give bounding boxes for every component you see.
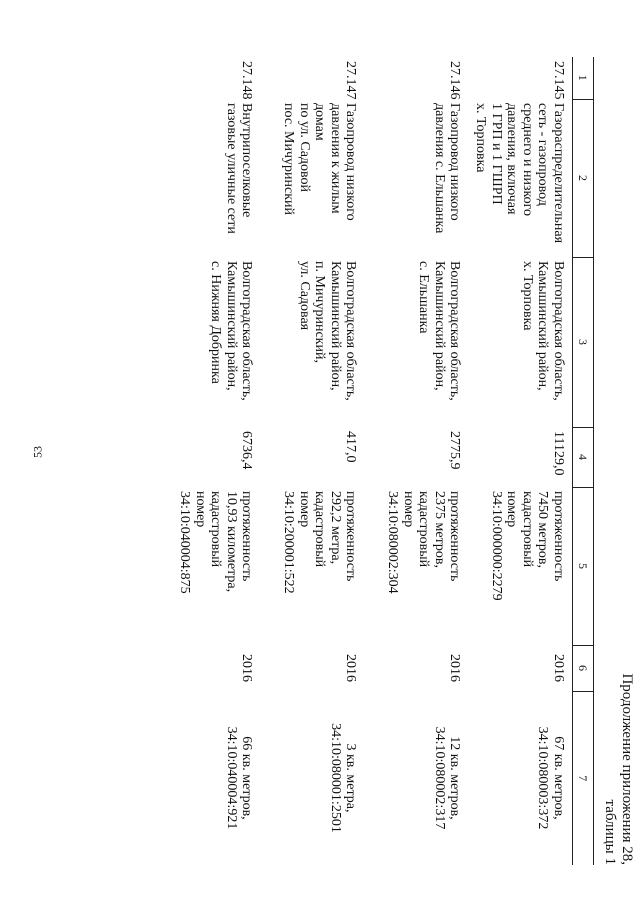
header-col-5: 5	[573, 487, 594, 645]
object-land: 67 кв. метров, 34:10:080003:372	[535, 726, 566, 830]
page-number: 53	[30, 446, 45, 458]
row-number: 27.145	[551, 61, 566, 100]
object-land: 3 кв. метра, 34:10:080001:2501	[328, 723, 359, 833]
header-col-2: 2	[573, 99, 594, 257]
object-name: Внутрипоселковые газовые уличные сети	[224, 103, 255, 234]
header-col-1: 1	[573, 57, 594, 99]
object-address: Волгоградская область, Камышинский район, с. Нижняя Добринка	[208, 261, 255, 401]
object-year: 2016	[343, 654, 359, 682]
object-address: Волгоградская область, Камышинский район, с. Ельшанка	[416, 261, 463, 401]
header-col-3: 3	[573, 257, 594, 427]
object-cost: 2775,9	[447, 431, 463, 470]
caption-line-1: Продолжение приложения 28,	[619, 673, 635, 865]
header-row	[573, 57, 594, 865]
object-cost: 6736,4	[239, 431, 255, 470]
object-year: 2016	[239, 654, 255, 682]
table-row	[365, 57, 469, 865]
header-col-4: 4	[573, 427, 594, 487]
object-cost: 417,0	[343, 431, 359, 463]
row-number: 27.147	[343, 61, 359, 100]
table-caption	[601, 673, 635, 865]
property-table	[151, 57, 595, 865]
row-number: 27.148	[239, 61, 255, 100]
object-specs: протяженность 10,93 километра, кадастровый номер 34:10:040004:875	[177, 491, 255, 594]
object-specs: протяженность 7450 метров, кадастровый номер 34:10:000000:2279	[489, 491, 566, 601]
object-name: Газораспределительная сеть - газопровод среднего и низкого давления, включая 1 ГРП и 1 ГШРП х. Торповка	[473, 103, 566, 244]
table-row	[261, 57, 365, 865]
object-cost: 11129,0	[551, 431, 566, 476]
object-specs: протяженность 292,2 метра, кадастровый номер 34:10:200001:522	[281, 491, 359, 594]
object-year: 2016	[551, 654, 566, 682]
object-name: Газопровод низкого давления к жилым домам по ул. Садовой пос. Мичуринский	[281, 103, 359, 221]
object-address: Волгоградская область, Камышинский район, х. Торповка	[520, 261, 566, 401]
caption-line-2: таблицы 1	[602, 799, 618, 865]
object-year: 2016	[447, 654, 463, 682]
object-address: Волгоградская область, Камышинский район, п. Мичуринский, ул. Садовая	[297, 261, 359, 401]
table-row	[151, 57, 261, 865]
object-specs: протяженность 2375 метров, кадастровый номер 34:10:080002:304	[385, 491, 463, 594]
row-number: 27.146	[447, 61, 463, 100]
object-name: Газопровод низкого давления с. Ельшанка	[432, 103, 463, 234]
table-row	[469, 57, 573, 865]
object-land: 66 кв. метров, 34:10:040004:921	[224, 726, 255, 830]
header-col-6: 6	[573, 645, 594, 691]
object-land: 12 кв. метров, 34:10:080002:317	[432, 726, 463, 830]
header-col-7: 7	[573, 691, 594, 865]
